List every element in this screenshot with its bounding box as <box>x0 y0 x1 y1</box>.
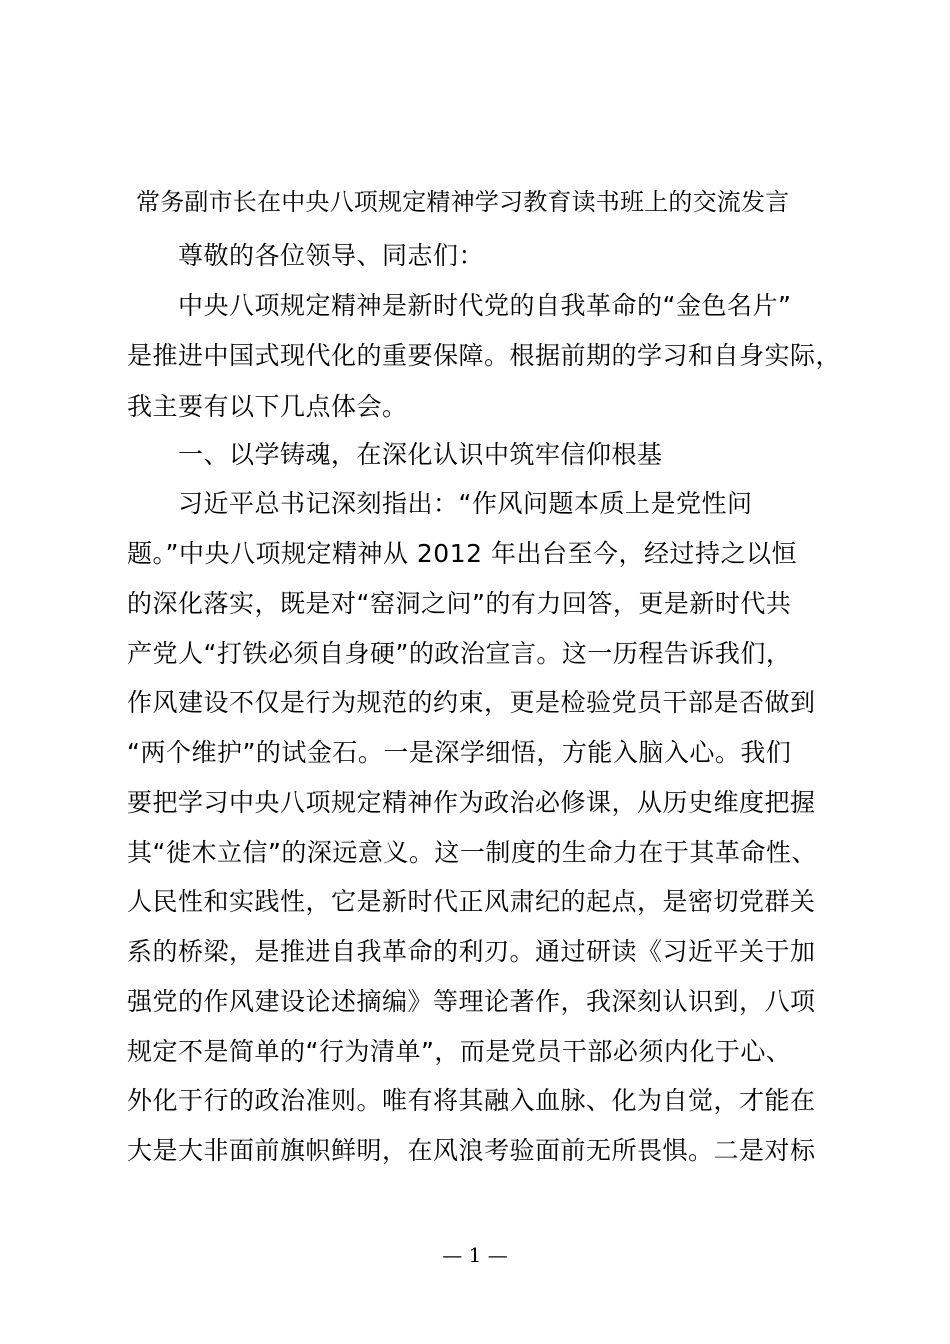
document-title: 常务副市长在中央八项规定精神学习教育读书班上的交流发言 <box>136 188 790 216</box>
body-line: 作风建设不仅是行为规范的约束，更是检验党员干部是否做到 <box>127 688 816 717</box>
section-heading: 一、以学铸魂，在深化认识中筑牢信仰根基 <box>178 440 663 469</box>
body-line: 的深化落实，既是对“窑洞之问”的有力回答，更是新时代共 <box>127 589 792 618</box>
body-line: 是推进中国式现代化的重要保障。根据前期的学习和自身实际， <box>127 341 842 370</box>
page-number: — 1 — <box>442 1243 508 1267</box>
body-line: 习近平总书记深刻指出：“作风问题本质上是党性问 <box>178 489 753 518</box>
salutation: 尊敬的各位领导、同志们： <box>178 241 485 270</box>
body-line: 外化于行的政治准则。唯有将其融入血脉、化为自觉，才能在 <box>127 1086 816 1115</box>
body-line: 系的桥梁，是推进自我革命的利刃。通过研读《习近平关于加 <box>127 937 816 966</box>
body-line: “两个维护”的试金石。一是深学细悟，方能入脑入心。我们 <box>127 738 792 767</box>
body-line: 产党人“打铁必须自身硬”的政治宣言。这一历程告诉我们， <box>127 639 792 668</box>
body-line: 强党的作风建设论述摘编》等理论著作，我深刻认识到，八项 <box>127 987 816 1016</box>
body-line: 题。”中央八项规定精神从 2012 年出台至今，经过持之以恒 <box>127 539 797 568</box>
body-line: 其“徙木立信”的深远意义。这一制度的生命力在于其革命性、 <box>127 838 817 867</box>
body-line: 规定不是简单的“行为清单”，而是党员干部必须内化于心、 <box>127 1037 792 1066</box>
body-line: 中央八项规定精神是新时代党的自我革命的“金色名片” <box>178 291 792 320</box>
body-line: 大是大非面前旗帜鲜明，在风浪考验面前无所畏惧。二是对标 <box>127 1136 816 1165</box>
body-line: 要把学习中央八项规定精神作为政治必修课，从历史维度把握 <box>127 788 816 817</box>
body-line: 我主要有以下几点体会。 <box>127 392 408 421</box>
body-line: 人民性和实践性，它是新时代正风肃纪的起点，是密切党群关 <box>127 887 816 916</box>
